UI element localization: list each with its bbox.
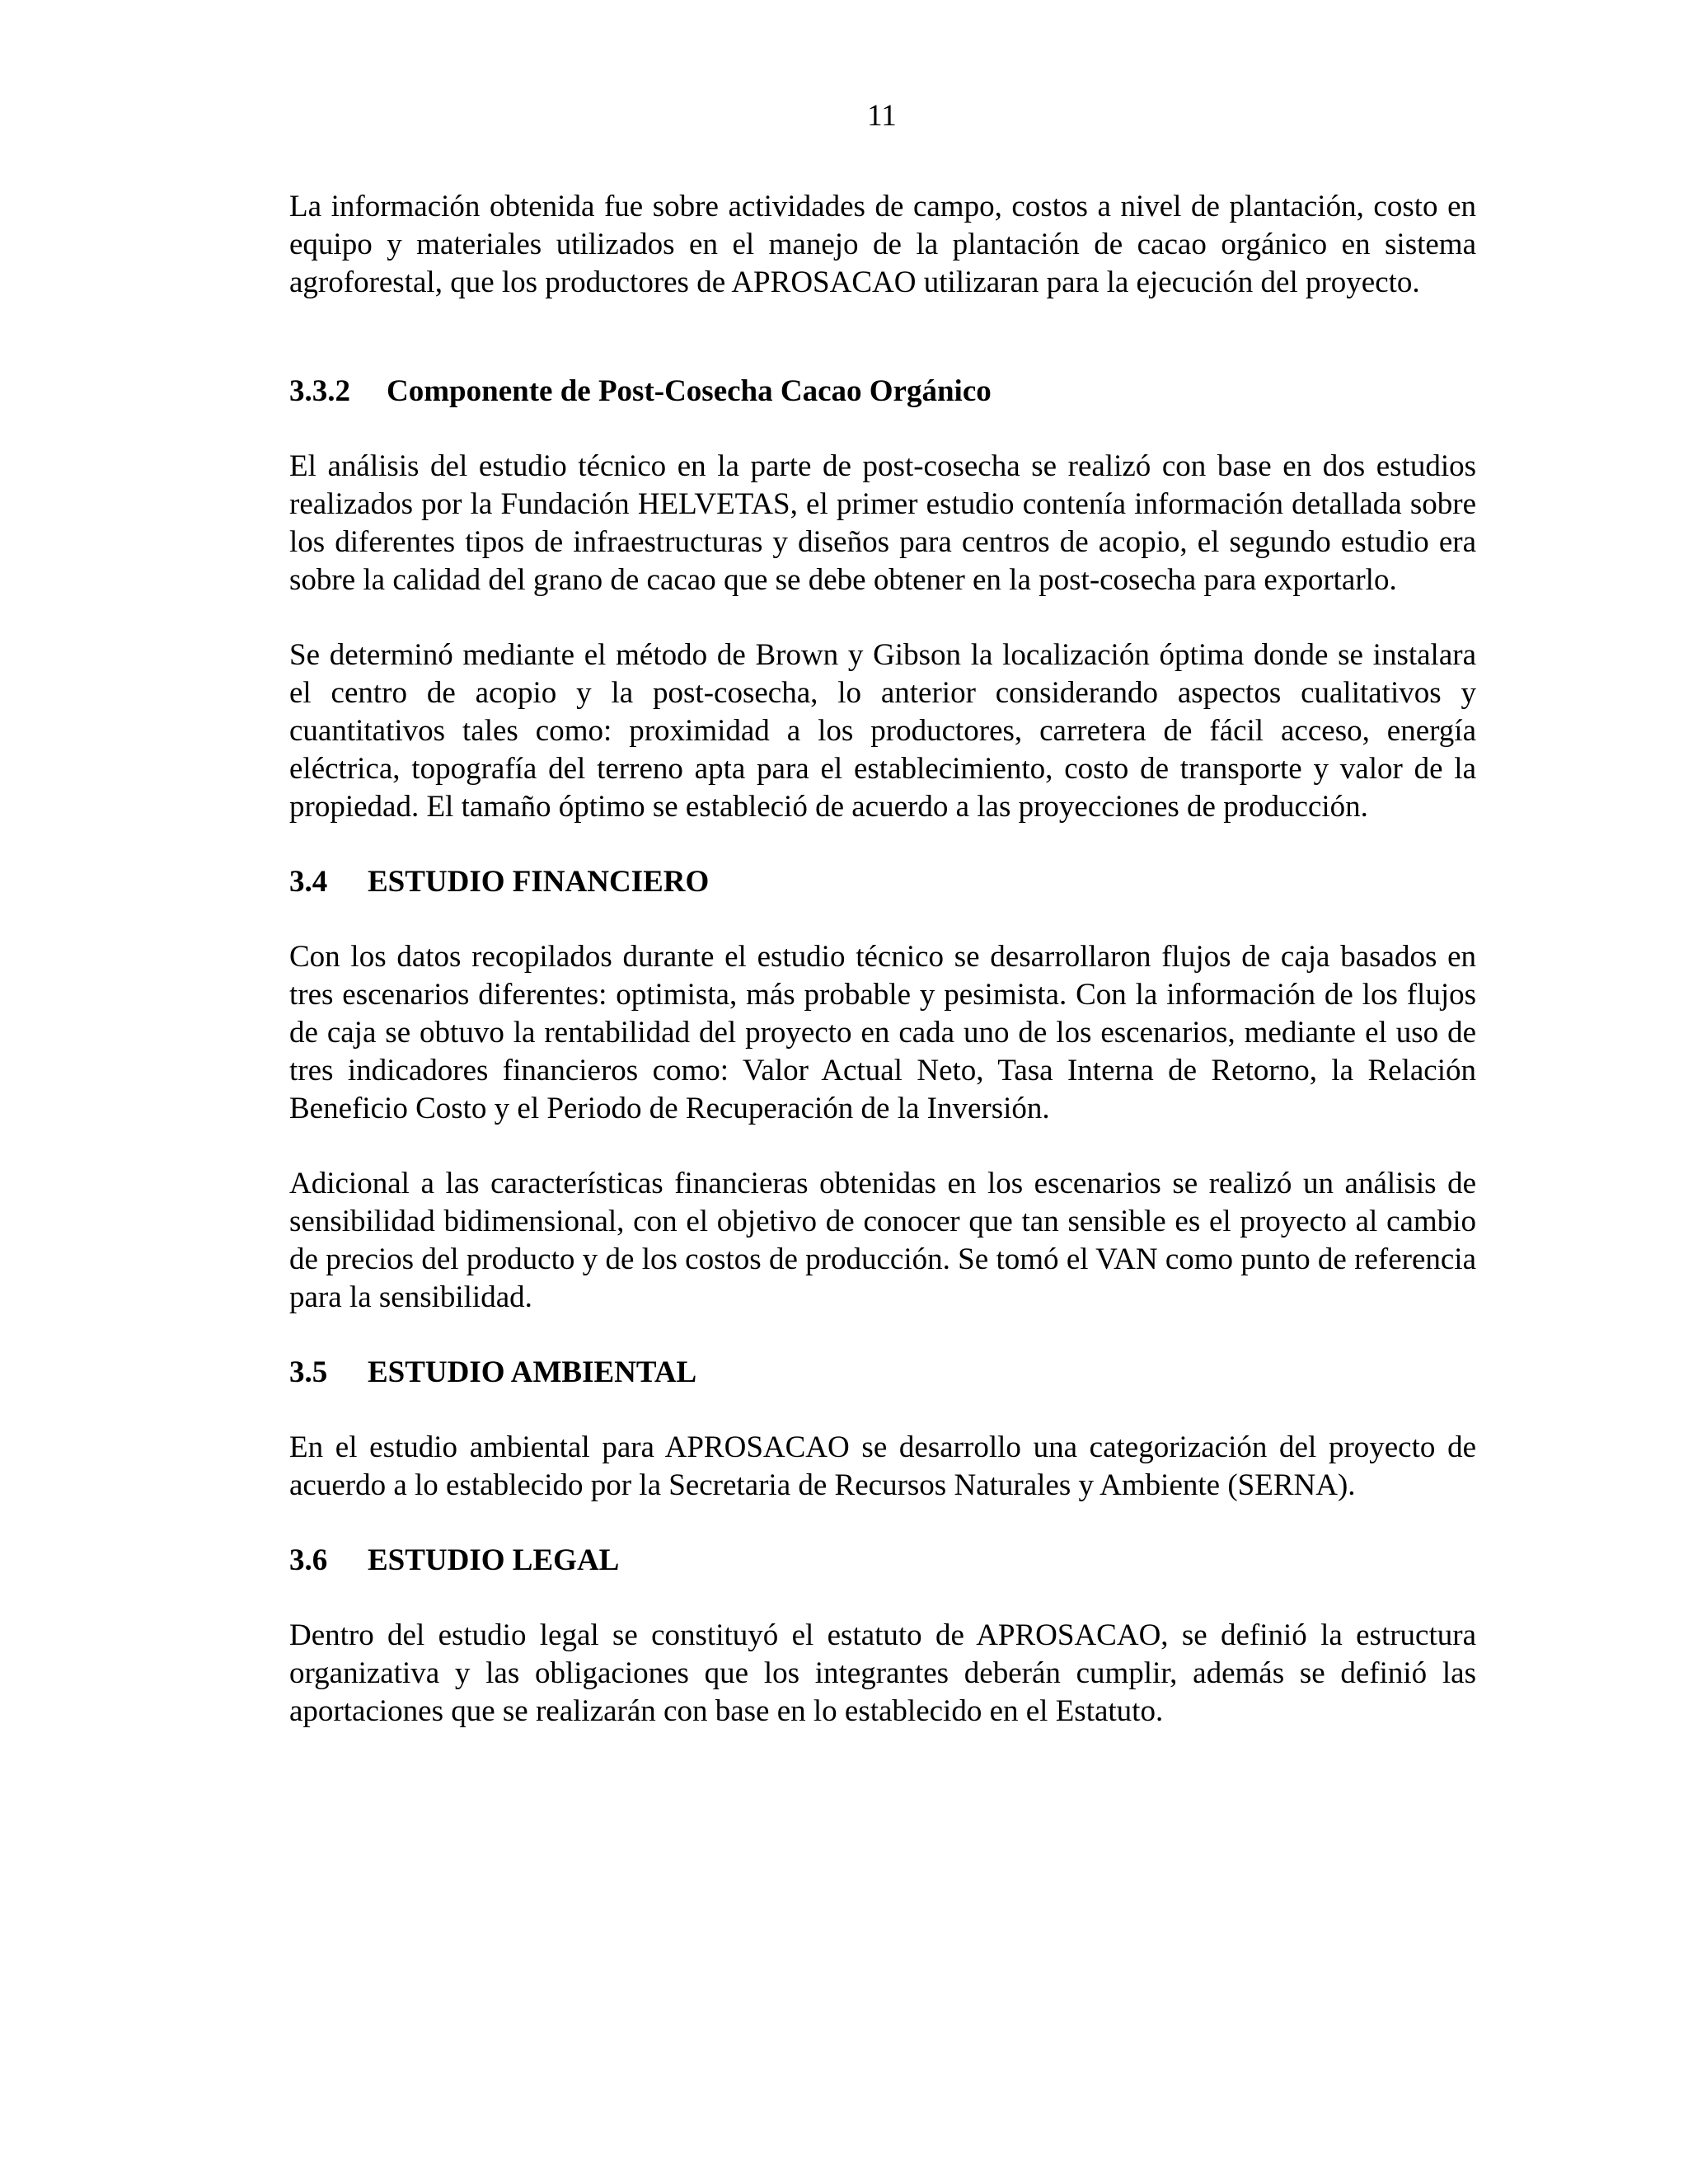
section-title: ESTUDIO AMBIENTAL	[368, 1355, 697, 1389]
section-title: ESTUDIO FINANCIERO	[368, 865, 710, 899]
paragraph-estudio-ambiental: En el estudio ambiental para APROSACAO se desarrollo una categorización del proyecto de acuerdo a lo establecido por la Secretaria de Recursos Naturales y Ambiente (SERNA).	[289, 1430, 1476, 1502]
paragraph-estudio-legal: Dentro del estudio legal se constituyó el estatuto de APROSACAO, se definió la estructura organizativa y las obligaciones que los integrantes deberán cumplir, además se definió las aportaciones que se realizarán con base en lo establecido en el Estatuto.	[289, 1618, 1476, 1728]
paragraph-analisis-post-cosecha: El análisis del estudio técnico en la parte de post-cosecha se realizó con base en dos estudios realizados por la Fundación HELVETAS, el primer estudio contenía información detallada sobre los diferentes tipos de infraestructuras y diseños para centros de acopio, el segundo estudio era sobre la calidad del grano de cacao que se debe obtener en la post-cosecha para exportarlo.	[289, 449, 1476, 597]
section-title: ESTUDIO LEGAL	[368, 1543, 620, 1577]
section-heading-3-6	[289, 1542, 1476, 1580]
page-body	[289, 188, 1476, 1731]
section-number: 3.6	[289, 1543, 328, 1577]
section-number: 3.4	[289, 865, 328, 899]
page-number: 11	[867, 99, 897, 133]
section-number: 3.3.2	[289, 374, 350, 408]
section-heading-3-4	[289, 863, 1476, 901]
paragraph-brown-gibson: Se determinó mediante el método de Brown y Gibson la localización óptima donde se instalara el centro de acopio y la post-cosecha, lo anterior considerando aspectos cualitativos y cuantitativos tales como: proximidad a los productores, carretera de fácil acceso, energía eléctrica, topografía del terreno apta para el establecimiento, costo de transporte y valor de la propiedad. El tamaño óptimo se estableció de acuerdo a las proyecciones de producción.	[289, 638, 1476, 824]
section-heading-3-5	[289, 1354, 1476, 1392]
paragraph-informacion-obtenida: La información obtenida fue sobre actividades de campo, costos a nivel de plantación, costo en equipo y materiales utilizados en el manejo de la plantación de cacao orgánico en sistema agroforestal, que los productores de APROSACAO utilizaran para la ejecución del proyecto.	[289, 190, 1476, 299]
section-number: 3.5	[289, 1355, 328, 1389]
paragraph-flujos-de-caja: Con los datos recopilados durante el estudio técnico se desarrollaron flujos de caja basados en tres escenarios diferentes: optimista, más probable y pesimista. Con la información de los flujos de caja se obtuvo la rentabilidad del proyecto en cada uno de los escenarios, mediante el uso de tres indicadores financieros como: Valor Actual Neto, Tasa Interna de Retorno, la Relación Beneficio Costo y el Periodo de Recuperación de la Inversión.	[289, 940, 1476, 1125]
section-title: Componente de Post-Cosecha Cacao Orgánico	[387, 374, 992, 408]
paragraph-analisis-sensibilidad: Adicional a las características financieras obtenidas en los escenarios se realizó un análisis de sensibilidad bidimensional, con el objetivo de conocer que tan sensible es el proyecto al cambio de precios del producto y de los costos de producción. Se tomó el VAN como punto de referencia para la sensibilidad.	[289, 1167, 1476, 1314]
section-heading-3-3-2	[289, 373, 1476, 411]
